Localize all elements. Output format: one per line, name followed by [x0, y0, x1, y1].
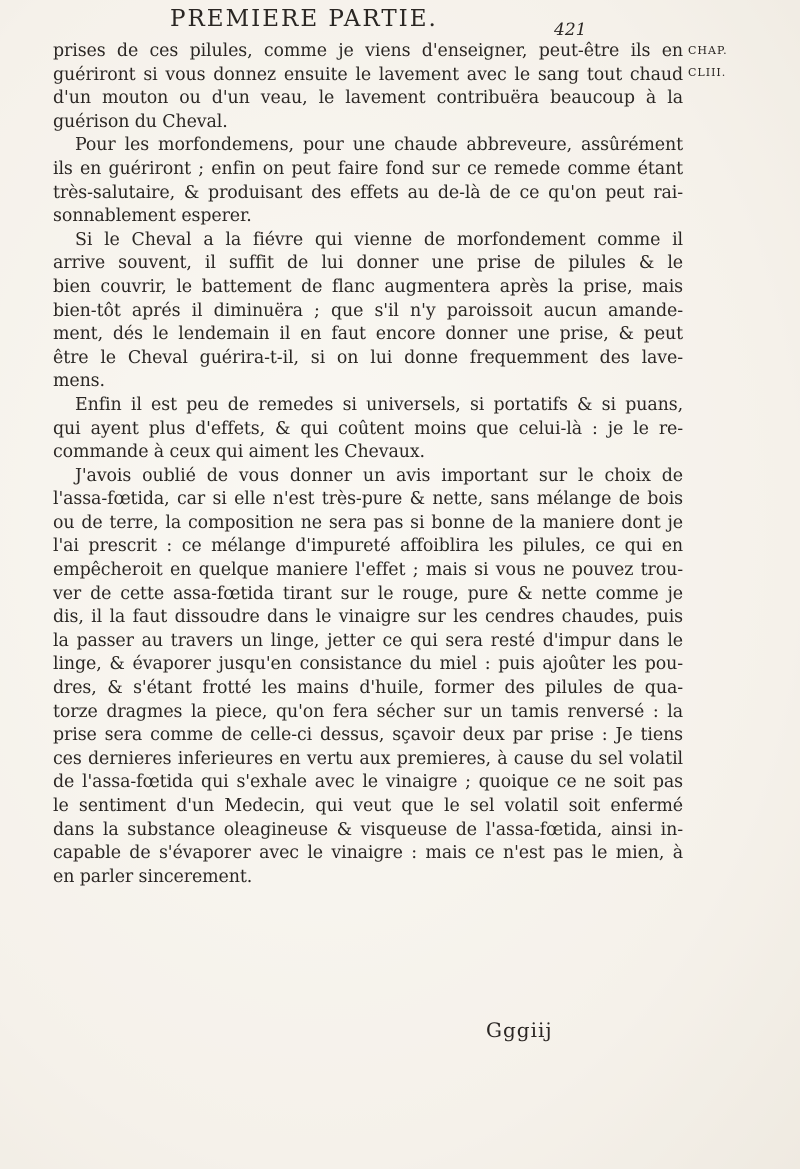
text-line: Pour les morfondemens, pour une chaude abbreveure, assûrément [75, 135, 683, 156]
text-line: mens. [53, 371, 105, 392]
text-line: ment, dés le lendemain il en faut encore donner une prise, & peut [53, 324, 683, 345]
text-line: ver de cette assa-fœtida tirant sur le rouge, pure & nette comme je [53, 583, 683, 604]
text-line: dres, & s'étant frotté les mains d'huile, former des pilules de qua- [53, 678, 683, 699]
text-line: l'ai prescrit : ce mélange d'impureté affoiblira les pilules, ce qui en [53, 536, 683, 557]
margin-chapter-number: CLIII. [688, 66, 727, 79]
text-line: d'un mouton ou d'un veau, le lavement contribuëra beaucoup à la [53, 88, 683, 109]
margin-chapter-label: CHAP. [688, 44, 728, 57]
text-line: dans la substance oleagineuse & visqueuse de l'assa-fœtida, ainsi in- [53, 819, 683, 840]
text-line: Si le Cheval a la fiévre qui vienne de morfondement comme il [75, 229, 683, 250]
text-line: J'avois oublié de vous donner un avis important sur le choix de [75, 465, 683, 486]
text-line: linge, & évaporer jusqu'en consistance du miel : puis ajoûter les pou- [53, 654, 683, 675]
text-line: ou de terre, la composition ne sera pas si bonne de la maniere dont je [53, 512, 683, 533]
text-line: commande à ceux qui aiment les Chevaux. [53, 442, 425, 463]
text-line: bien couvrir, le battement de flanc augmentera après la prise, mais [53, 276, 683, 297]
text-line: Enfin il est peu de remedes si universels, si portatifs & si puans, [75, 394, 683, 415]
text-line: prise sera comme de celle-ci dessus, sçavoir deux par prise : Je tiens [53, 725, 683, 746]
text-line: guérison du Cheval. [53, 111, 228, 132]
text-line: empêcheroit en quelque maniere l'effet ; mais si vous ne pouvez trou- [53, 560, 683, 581]
text-line: prises de ces pilules, comme je viens d'enseigner, peut-être ils en [53, 41, 683, 61]
text-line: arrive souvent, il suffit de lui donner une prise de pilules & le [53, 253, 683, 274]
text-line: qui ayent plus d'effets, & qui coûtent moins que celui-là : je le re- [53, 418, 683, 439]
body-text [53, 40, 683, 889]
text-line: ces dernieres inferieures en vertu aux premieres, à cause du sel volatil [53, 748, 683, 769]
text-line: la passer au travers un linge, jetter ce qui sera resté d'impur dans le [53, 630, 683, 651]
running-head: PREMIERE PARTIE. [170, 6, 438, 32]
printer-signature-mark: Gggiij [486, 1018, 553, 1042]
text-line: bien-tôt aprés il diminuëra ; que s'il n'y paroissoit aucun amande- [53, 300, 683, 321]
text-line: de l'assa-fœtida qui s'exhale avec le vinaigre ; quoique ce ne soit pas [53, 772, 683, 793]
text-line: l'assa-fœtida, car si elle n'est très-pure & nette, sans mélange de bois [53, 489, 683, 510]
text-line: capable de s'évaporer avec le vinaigre : mais ce n'est pas le mien, à [53, 843, 683, 864]
margin-chapter-note [688, 40, 728, 84]
text-line: guériront si vous donnez ensuite le lavement avec le sang tout chaud [53, 64, 683, 85]
text-line: sonnablement esperer. [53, 206, 252, 227]
text-line: en parler sincerement. [53, 866, 253, 887]
text-line: ils en guériront ; enfin on peut faire fond sur ce remede comme étant [53, 158, 683, 179]
text-line: être le Cheval guérira-t-il, si on lui donne frequemment des lave- [53, 347, 683, 368]
text-line: torze dragmes la piece, qu'on fera sécher sur un tamis renversé : la [53, 701, 683, 722]
text-line: le sentiment d'un Medecin, qui veut que le sel volatil soit enfermé [53, 796, 683, 816]
text-line: dis, il la faut dissoudre dans le vinaigre sur les cendres chaudes, puis [53, 607, 683, 628]
text-line: très-salutaire, & produisant des effets au de-là de ce qu'on peut rai- [53, 182, 683, 203]
page-number: 421 [554, 20, 587, 40]
